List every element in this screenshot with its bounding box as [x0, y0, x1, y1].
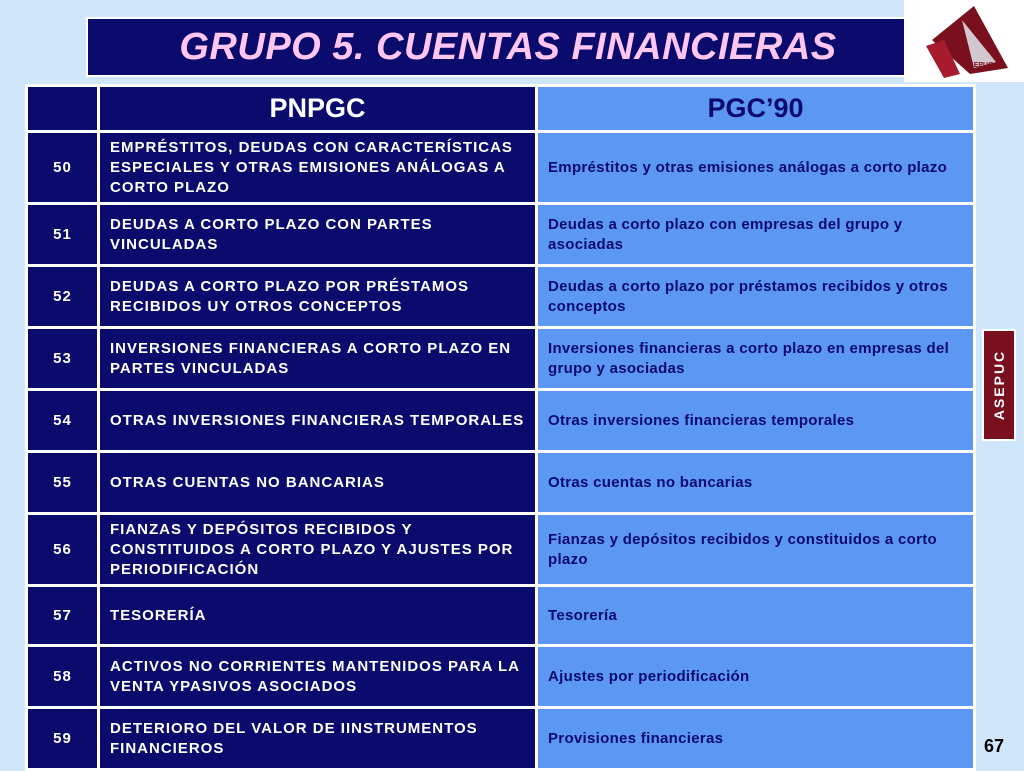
pgc-description: Deudas a corto plazo con empresas del grupo y asociadas — [537, 204, 975, 266]
pgc-description: Empréstitos y otras emisiones análogas a corto plazo — [537, 132, 975, 204]
account-code: 54 — [27, 390, 99, 452]
header-code-cell — [27, 86, 99, 132]
table-row — [27, 328, 975, 390]
side-badge-text: ASEPUC — [991, 349, 1008, 421]
pnpgc-description: EMPRÉSTITOS, DEUDAS CON CARACTERÍSTICAS ESPECIALES Y OTRAS EMISIONES ANÁLOGAS A CORTO PLAZO — [99, 132, 537, 204]
pgc-description: Deudas a corto plazo por préstamos recibidos y otros conceptos — [537, 266, 975, 328]
pnpgc-description: FIANZAS Y DEPÓSITOS RECIBIDOS Y CONSTITUIDOS A CORTO PLAZO Y AJUSTES POR PERIODIFICACIÓN — [99, 514, 537, 586]
account-code: 59 — [27, 708, 99, 770]
header-pgc: PGC’90 — [537, 86, 975, 132]
accounts-table — [25, 84, 976, 771]
pnpgc-description: ACTIVOS NO CORRIENTES MANTENIDOS PARA LA VENTA YPASIVOS ASOCIADOS — [99, 646, 537, 708]
account-code: 53 — [27, 328, 99, 390]
pnpgc-description: DEUDAS A CORTO PLAZO POR PRÉSTAMOS RECIBIDOS UY OTROS CONCEPTOS — [99, 266, 537, 328]
table-header-row — [27, 86, 975, 132]
pgc-description: Fianzas y depósitos recibidos y constituidos a corto plazo — [537, 514, 975, 586]
pgc-description: Otras inversiones financieras temporales — [537, 390, 975, 452]
pnpgc-description: DETERIORO DEL VALOR DE IINSTRUMENTOS FINANCIEROS — [99, 708, 537, 770]
pnpgc-description: INVERSIONES FINANCIERAS A CORTO PLAZO EN PARTES VINCULADAS — [99, 328, 537, 390]
account-code: 58 — [27, 646, 99, 708]
table-row — [27, 586, 975, 646]
header-pnpgc: PNPGC — [99, 86, 537, 132]
table-row — [27, 204, 975, 266]
account-code: 55 — [27, 452, 99, 514]
pnpgc-description: DEUDAS A CORTO PLAZO CON PARTES VINCULADAS — [99, 204, 537, 266]
pnpgc-description: OTRAS CUENTAS NO BANCARIAS — [99, 452, 537, 514]
pgc-description: Tesorería — [537, 586, 975, 646]
table-row — [27, 514, 975, 586]
slide-title: GRUPO 5. CUENTAS FINANCIERAS — [179, 25, 837, 68]
pnpgc-description: TESORERÍA — [99, 586, 537, 646]
table-row — [27, 390, 975, 452]
table-row — [27, 708, 975, 770]
asepuc-logo-icon — [904, 0, 1024, 82]
logo-text: ASEPUC — [964, 62, 994, 69]
table-row — [27, 266, 975, 328]
side-badge — [982, 329, 1016, 441]
account-code: 56 — [27, 514, 99, 586]
account-code: 50 — [27, 132, 99, 204]
pgc-description: Otras cuentas no bancarias — [537, 452, 975, 514]
pgc-description: Provisiones financieras — [537, 708, 975, 770]
pgc-description: Inversiones financieras a corto plazo en empresas del grupo y asociadas — [537, 328, 975, 390]
account-code: 52 — [27, 266, 99, 328]
slide-title-bar — [86, 17, 930, 77]
page-number: 67 — [984, 736, 1005, 756]
asepuc-logo — [904, 0, 1024, 82]
account-code: 57 — [27, 586, 99, 646]
pnpgc-description: OTRAS INVERSIONES FINANCIERAS TEMPORALES — [99, 390, 537, 452]
table-row — [27, 452, 975, 514]
pgc-description: Ajustes por periodificación — [537, 646, 975, 708]
table-row — [27, 132, 975, 204]
account-code: 51 — [27, 204, 99, 266]
table-row — [27, 646, 975, 708]
